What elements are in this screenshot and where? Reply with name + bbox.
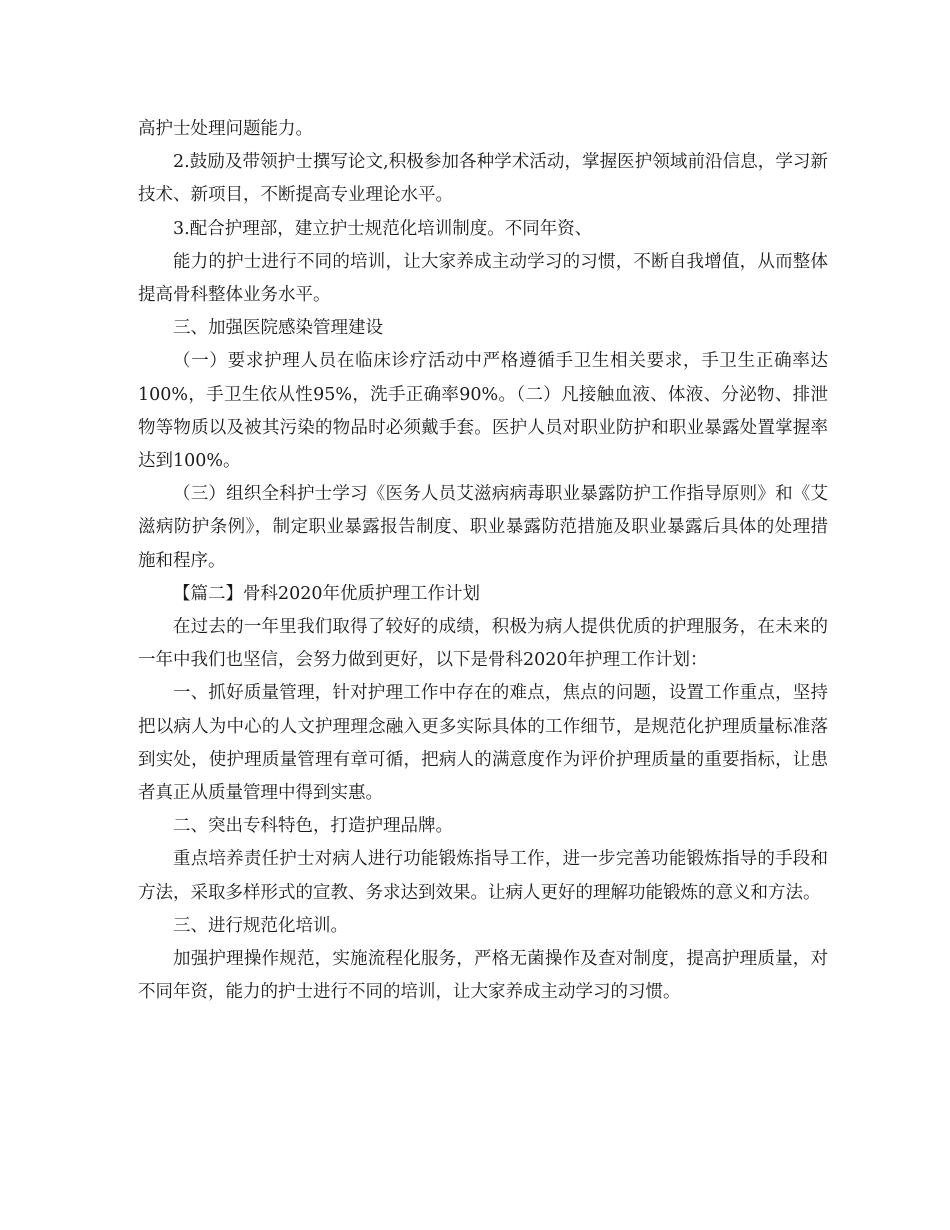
section-heading: 二、突出专科特色，打造护理品牌。 — [173, 816, 453, 837]
paragraph: 重点培养责任护士对病人进行功能锻炼指导工作，进一步完善功能锻炼指导的手段和方法，采取多样形式的宣教、务求达到效果。让病人更好的理解功能锻炼的意义和方法。 — [138, 849, 828, 903]
document-body — [138, 113, 828, 1009]
paragraph: 一、抓好质量管理，针对护理工作中存在的难点，焦点的问题，设置工作重点，坚持把以病人为中心的人文护理理念融入更多实际具体的工作细节，是规范化护理质量标准落到实处，使护理质量管理有章可循，把病人的满意度作为评价护理质量的重要指标，让患者真正从质量管理中得到实惠。 — [138, 683, 828, 804]
paragraph: （三）组织全科护士学习《医务人员艾滋病病毒职业暴露防护工作指导原则》和《艾滋病防护条例》，制定职业暴露报告制度、职业暴露防范措施及职业暴露后具体的处理措施和程序。 — [138, 484, 828, 571]
paragraph: （一）要求护理人员在临床诊疗活动中严格遵循手卫生相关要求，手卫生正确率达100%，手卫生依从性95%，洗手正确率90%。（二）凡接触血液、体液、分泌物、排泄物等物质以及被其污染的物品时必须戴手套。医护人员对职业防护和职业暴露处置掌握率达到100%。 — [138, 351, 828, 472]
section-heading: 三、进行规范化培训。 — [173, 915, 348, 936]
paragraph: 在过去的一年里我们取得了较好的成绩，积极为病人提供优质的护理服务，在未来的一年中我们也坚信，会努力做到更好，以下是骨科2020年护理工作计划： — [138, 617, 828, 671]
paragraph: 3.配合护理部，建立护士规范化培训制度。不同年资、 — [173, 218, 593, 239]
chapter-heading: 【篇二】骨科2020年优质护理工作计划 — [173, 583, 481, 604]
paragraph: 2.鼓励及带领护士撰写论文,积极参加各种学术活动，掌握医护领域前沿信息，学习新技术、新项目，不断提高专业理论水平。 — [138, 152, 828, 206]
section-heading: 三、加强医院感染管理建设 — [173, 318, 383, 339]
paragraph: 高护士处理问题能力。 — [138, 119, 313, 139]
paragraph: 能力的护士进行不同的培训，让大家养成主动学习的习惯，不断自我增值，从而整体提高骨科整体业务水平。 — [138, 251, 828, 306]
paragraph: 加强护理操作规范，实施流程化服务，严格无菌操作及查对制度，提高护理质量，对不同年资，能力的护士进行不同的培训，让大家养成主动学习的习惯。 — [138, 949, 828, 1003]
